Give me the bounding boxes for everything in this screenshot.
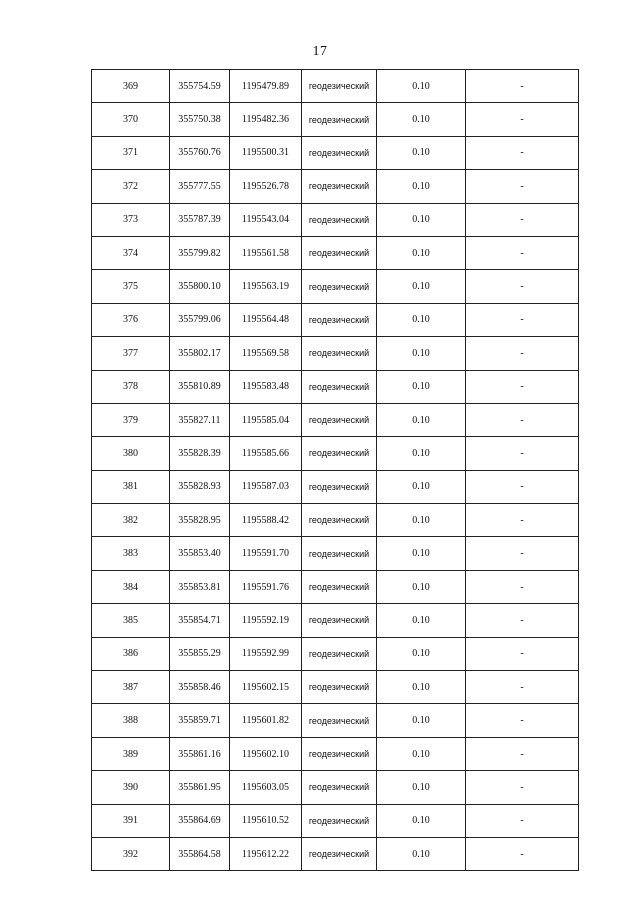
description-cell: - [466, 771, 579, 804]
method-cell: геодезический [302, 737, 377, 770]
method-cell: геодезический [302, 604, 377, 637]
x-coordinate-cell: 355754.59 [170, 70, 230, 103]
accuracy-cell: 0.10 [377, 837, 466, 870]
point-number-cell: 392 [92, 837, 170, 870]
method-cell: геодезический [302, 504, 377, 537]
point-number-cell: 369 [92, 70, 170, 103]
accuracy-cell: 0.10 [377, 470, 466, 503]
table-row [92, 170, 579, 203]
x-coordinate-cell: 355853.40 [170, 537, 230, 570]
accuracy-cell: 0.10 [377, 303, 466, 336]
y-coordinate-cell: 1195602.10 [230, 737, 302, 770]
method-cell: геодезический [302, 804, 377, 837]
method-cell: геодезический [302, 837, 377, 870]
point-number-cell: 384 [92, 570, 170, 603]
table-row [92, 236, 579, 269]
method-cell: геодезический [302, 303, 377, 336]
table-row [92, 504, 579, 537]
description-cell: - [466, 837, 579, 870]
y-coordinate-cell: 1195561.58 [230, 236, 302, 269]
table-row [92, 437, 579, 470]
method-cell: геодезический [302, 403, 377, 436]
description-cell: - [466, 136, 579, 169]
description-cell: - [466, 671, 579, 704]
y-coordinate-cell: 1195610.52 [230, 804, 302, 837]
x-coordinate-cell: 355861.16 [170, 737, 230, 770]
description-cell: - [466, 504, 579, 537]
y-coordinate-cell: 1195479.89 [230, 70, 302, 103]
description-cell: - [466, 236, 579, 269]
description-cell: - [466, 804, 579, 837]
description-cell: - [466, 437, 579, 470]
table-row [92, 671, 579, 704]
x-coordinate-cell: 355861.95 [170, 771, 230, 804]
point-number-cell: 390 [92, 771, 170, 804]
y-coordinate-cell: 1195602.15 [230, 671, 302, 704]
x-coordinate-cell: 355854.71 [170, 604, 230, 637]
table-row [92, 370, 579, 403]
description-cell: - [466, 370, 579, 403]
table-row [92, 403, 579, 436]
y-coordinate-cell: 1195563.19 [230, 270, 302, 303]
point-number-cell: 375 [92, 270, 170, 303]
accuracy-cell: 0.10 [377, 136, 466, 169]
method-cell: геодезический [302, 236, 377, 269]
point-number-cell: 376 [92, 303, 170, 336]
method-cell: геодезический [302, 771, 377, 804]
method-cell: геодезический [302, 437, 377, 470]
description-cell: - [466, 737, 579, 770]
table-row [92, 537, 579, 570]
method-cell: геодезический [302, 537, 377, 570]
x-coordinate-cell: 355858.46 [170, 671, 230, 704]
point-number-cell: 389 [92, 737, 170, 770]
accuracy-cell: 0.10 [377, 337, 466, 370]
table-row [92, 737, 579, 770]
x-coordinate-cell: 355853.81 [170, 570, 230, 603]
table-row [92, 470, 579, 503]
accuracy-cell: 0.10 [377, 403, 466, 436]
point-number-cell: 387 [92, 671, 170, 704]
x-coordinate-cell: 355802.17 [170, 337, 230, 370]
method-cell: геодезический [302, 370, 377, 403]
x-coordinate-cell: 355828.93 [170, 470, 230, 503]
x-coordinate-cell: 355777.55 [170, 170, 230, 203]
accuracy-cell: 0.10 [377, 804, 466, 837]
x-coordinate-cell: 355799.06 [170, 303, 230, 336]
accuracy-cell: 0.10 [377, 103, 466, 136]
method-cell: геодезический [302, 70, 377, 103]
y-coordinate-cell: 1195587.03 [230, 470, 302, 503]
point-number-cell: 382 [92, 504, 170, 537]
point-number-cell: 380 [92, 437, 170, 470]
y-coordinate-cell: 1195526.78 [230, 170, 302, 203]
method-cell: геодезический [302, 203, 377, 236]
table-row [92, 837, 579, 870]
description-cell: - [466, 270, 579, 303]
table-row [92, 70, 579, 103]
y-coordinate-cell: 1195592.19 [230, 604, 302, 637]
point-number-cell: 379 [92, 403, 170, 436]
table-row [92, 771, 579, 804]
y-coordinate-cell: 1195591.76 [230, 570, 302, 603]
x-coordinate-cell: 355787.39 [170, 203, 230, 236]
point-number-cell: 381 [92, 470, 170, 503]
coordinates-table-body [92, 70, 579, 871]
method-cell: геодезический [302, 337, 377, 370]
description-cell: - [466, 303, 579, 336]
accuracy-cell: 0.10 [377, 70, 466, 103]
description-cell: - [466, 170, 579, 203]
accuracy-cell: 0.10 [377, 637, 466, 670]
point-number-cell: 391 [92, 804, 170, 837]
description-cell: - [466, 570, 579, 603]
point-number-cell: 383 [92, 537, 170, 570]
x-coordinate-cell: 355827.11 [170, 403, 230, 436]
method-cell: геодезический [302, 170, 377, 203]
description-cell: - [466, 403, 579, 436]
coordinates-table [91, 69, 579, 871]
x-coordinate-cell: 355750.38 [170, 103, 230, 136]
method-cell: геодезический [302, 103, 377, 136]
accuracy-cell: 0.10 [377, 570, 466, 603]
accuracy-cell: 0.10 [377, 771, 466, 804]
point-number-cell: 371 [92, 136, 170, 169]
description-cell: - [466, 604, 579, 637]
description-cell: - [466, 337, 579, 370]
y-coordinate-cell: 1195585.66 [230, 437, 302, 470]
point-number-cell: 385 [92, 604, 170, 637]
point-number-cell: 388 [92, 704, 170, 737]
y-coordinate-cell: 1195585.04 [230, 403, 302, 436]
y-coordinate-cell: 1195591.70 [230, 537, 302, 570]
description-cell: - [466, 637, 579, 670]
x-coordinate-cell: 355864.58 [170, 837, 230, 870]
y-coordinate-cell: 1195603.05 [230, 771, 302, 804]
method-cell: геодезический [302, 470, 377, 503]
table-row [92, 604, 579, 637]
y-coordinate-cell: 1195583.48 [230, 370, 302, 403]
y-coordinate-cell: 1195482.36 [230, 103, 302, 136]
accuracy-cell: 0.10 [377, 170, 466, 203]
point-number-cell: 372 [92, 170, 170, 203]
description-cell: - [466, 70, 579, 103]
point-number-cell: 373 [92, 203, 170, 236]
description-cell: - [466, 704, 579, 737]
table-row [92, 270, 579, 303]
table-row [92, 804, 579, 837]
table-row [92, 103, 579, 136]
method-cell: геодезический [302, 270, 377, 303]
y-coordinate-cell: 1195564.48 [230, 303, 302, 336]
method-cell: геодезический [302, 704, 377, 737]
description-cell: - [466, 203, 579, 236]
x-coordinate-cell: 355855.29 [170, 637, 230, 670]
table-row [92, 704, 579, 737]
point-number-cell: 386 [92, 637, 170, 670]
y-coordinate-cell: 1195500.31 [230, 136, 302, 169]
method-cell: геодезический [302, 136, 377, 169]
y-coordinate-cell: 1195588.42 [230, 504, 302, 537]
x-coordinate-cell: 355799.82 [170, 236, 230, 269]
table-row [92, 337, 579, 370]
accuracy-cell: 0.10 [377, 203, 466, 236]
table-row [92, 570, 579, 603]
accuracy-cell: 0.10 [377, 270, 466, 303]
accuracy-cell: 0.10 [377, 704, 466, 737]
accuracy-cell: 0.10 [377, 236, 466, 269]
page-number: 17 [312, 44, 328, 59]
table-row [92, 303, 579, 336]
y-coordinate-cell: 1195612.22 [230, 837, 302, 870]
table-row [92, 136, 579, 169]
description-cell: - [466, 470, 579, 503]
x-coordinate-cell: 355800.10 [170, 270, 230, 303]
y-coordinate-cell: 1195601.82 [230, 704, 302, 737]
x-coordinate-cell: 355828.39 [170, 437, 230, 470]
method-cell: геодезический [302, 570, 377, 603]
method-cell: геодезический [302, 671, 377, 704]
accuracy-cell: 0.10 [377, 370, 466, 403]
y-coordinate-cell: 1195543.04 [230, 203, 302, 236]
x-coordinate-cell: 355760.76 [170, 136, 230, 169]
table-row [92, 637, 579, 670]
x-coordinate-cell: 355859.71 [170, 704, 230, 737]
point-number-cell: 374 [92, 236, 170, 269]
y-coordinate-cell: 1195569.58 [230, 337, 302, 370]
point-number-cell: 377 [92, 337, 170, 370]
accuracy-cell: 0.10 [377, 504, 466, 537]
x-coordinate-cell: 355864.69 [170, 804, 230, 837]
description-cell: - [466, 537, 579, 570]
accuracy-cell: 0.10 [377, 437, 466, 470]
method-cell: геодезический [302, 637, 377, 670]
accuracy-cell: 0.10 [377, 737, 466, 770]
y-coordinate-cell: 1195592.99 [230, 637, 302, 670]
description-cell: - [466, 103, 579, 136]
point-number-cell: 370 [92, 103, 170, 136]
point-number-cell: 378 [92, 370, 170, 403]
x-coordinate-cell: 355828.95 [170, 504, 230, 537]
table-row [92, 203, 579, 236]
accuracy-cell: 0.10 [377, 671, 466, 704]
accuracy-cell: 0.10 [377, 537, 466, 570]
x-coordinate-cell: 355810.89 [170, 370, 230, 403]
accuracy-cell: 0.10 [377, 604, 466, 637]
